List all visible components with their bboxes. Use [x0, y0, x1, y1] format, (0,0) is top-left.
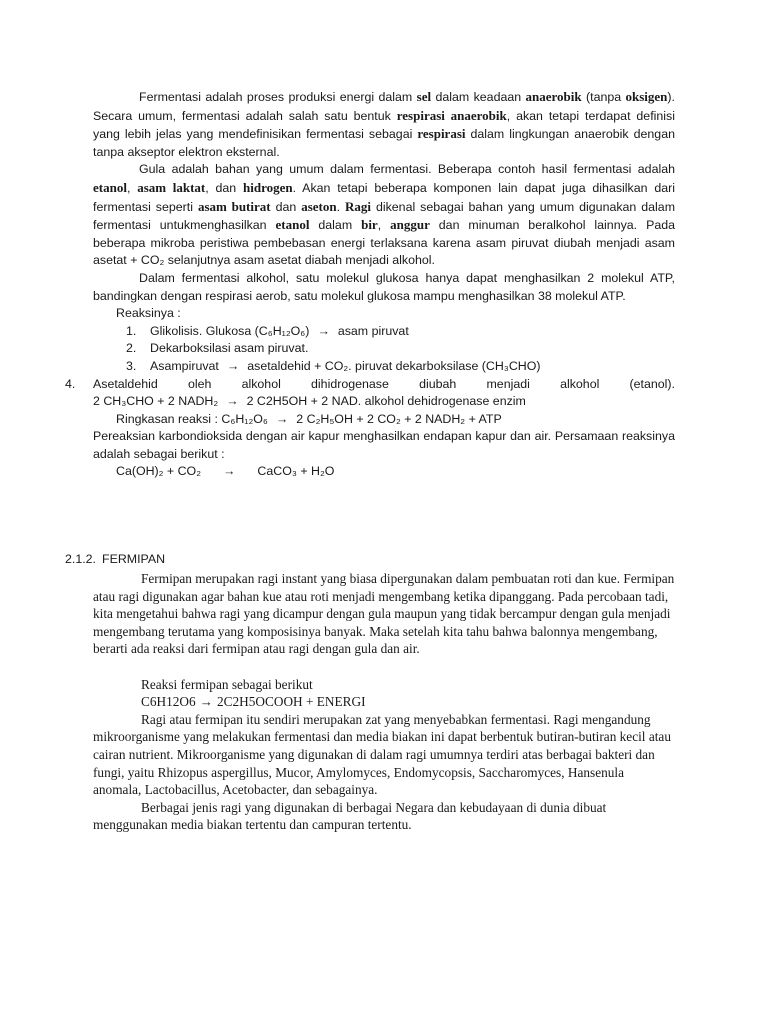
term-etanol: etanol — [93, 179, 127, 195]
step-text: Glikolisis. Glukosa (C₆H₁₂O₆) — [150, 323, 310, 338]
paragraph-jenis-ragi: Berbagai jenis ragi yang digunakan di berbagai Negara dan kebudayaan di dunia dibuat menggunakan media biakan tertentu dan campuran tertentu. — [93, 799, 607, 833]
text-run: , — [377, 218, 391, 233]
step-number: 3. — [126, 358, 137, 373]
text-run: Fermentasi adalah proses produksi energi dalam — [139, 90, 417, 104]
equation-left: 2 CH₃CHO + 2 NADH₂ — [93, 394, 219, 409]
reaksi-label: Reaksinya : — [116, 306, 181, 321]
term-hidrogen: hidrogen — [243, 179, 293, 195]
equation-right: CaCO₃ + H₂O — [257, 464, 335, 479]
equation-right: 2 C2H5OH + 2 NAD. alkohol dehidrogenase enzim — [246, 394, 526, 409]
term-etanol-2: etanol — [275, 217, 310, 233]
reaction-step — [93, 340, 675, 358]
step-result: asam piruvat — [337, 323, 409, 338]
step4-text: Asetaldehid oleh alkohol dihidrogenase diubah menjadi alkohol (etanol). — [93, 376, 675, 391]
term-oksigen: oksigen — [625, 89, 668, 104]
paragraph-definisi-fermentasi — [93, 88, 675, 161]
text-run: dalam lingkungan anaerobik dengan tanpa akseptor elektron eksternal. — [93, 127, 675, 159]
term-ragi: Ragi — [345, 198, 371, 214]
reaction-step — [93, 323, 675, 341]
section-fermentasi — [65, 88, 676, 481]
paragraph-ragi: Ragi atau fermipan itu sendiri merupakan zat yang menyebabkan fermentasi. Ragi mengandung mikroorganisme yang melakukan fermentasi dan media biakan ini dapat berbentuk butiran-butiran kecil atau cairan nutrient. Mikroorganisme yang digunakan di dalam ragi umumnya terdiri atas berbagai bakteri dan fungi, yaitu Rhizopus aspergillus, Mucor, Amylomyces, Endomycopsis, Saccharomyces, Hansenula anomala, Lactobacillus, Acetobacter, dan sebagainya. — [93, 711, 671, 798]
reaction-step — [93, 358, 675, 376]
paragraph-fermipan: Fermipan merupakan ragi instant yang biasa dipergunakan dalam pembuatan roti dan kue. Fermipan atau ragi digunakan agar bahan kue atau roti menjadi mengembang ketika dipanggang. Pada percobaan tadi, kita mengetahui bahwa ragi yang dicampur dengan gula maupun yang tidak bercampur dengan gula menjadi mengembang terutama yang komposisinya banyak. Maka setelah kita tahu bahwa balonnya mengembang, berarti ada reaksi dari fermipan atau ragi dengan gula dan air. — [93, 571, 675, 657]
term-anggur: anggur — [390, 217, 430, 233]
paragraph-pereaksian: Pereaksian karbondioksida dengan air kapur menghasilkan endapan kapur dan air. Persamaan reaksinya adalah sebagai berikut : — [93, 429, 675, 461]
fermipan-equation — [93, 693, 675, 711]
section-heading — [65, 552, 165, 566]
blank-line — [93, 658, 675, 676]
text-run: dikenal sebagai bahan yang umum digunakan dalam fermentasi untukmenghasilkan — [93, 199, 676, 233]
text-run: dan minuman beralkohol lainnya. Pada beberapa mikroba peristiwa pembebasan energi terlaksana karena asam piruvat diubah menjadi asam asetat + CO₂ selanjutnya asam asetat diabah menjadi alkohol. — [93, 218, 676, 268]
equation-right: 2C2H5OCOOH + ENERGI — [216, 694, 366, 710]
step-text: Asampiruvat — [150, 358, 219, 373]
arrow-right-icon: → — [223, 464, 236, 479]
text-run: (tanpa — [581, 90, 626, 104]
text-run: . Akan tetapi beberapa komponen lain dapat juga dihasilkan dari fermentasi seperti — [93, 180, 675, 214]
section-fermipan — [93, 570, 675, 834]
text-run: Gula adalah bahan yang umum dalam fermentasi. Beberapa contoh hasil fermentasi adalah — [139, 162, 675, 177]
step-number: 2. — [126, 341, 137, 356]
step-result: asetaldehid + CO₂. piruvat dekarboksilase (CH₃CHO) — [247, 358, 541, 373]
text-run: dalam keadaan — [431, 90, 526, 104]
paragraph-gula — [93, 161, 675, 270]
term-asam-laktat: asam laktat — [137, 179, 206, 195]
text-run: dan — [270, 199, 302, 214]
section-number: 2.1.2. — [65, 552, 97, 566]
term-asam-butirat: asam butirat — [197, 198, 271, 214]
arrow-right-icon: → — [226, 358, 240, 373]
term-respirasi-anaerobik: respirasi anaerobik — [396, 107, 507, 123]
paragraph-atp: Dalam fermentasi alkohol, satu molekul glukosa hanya dapat menghasilkan 2 molekul ATP, bandingkan dengan respirasi aerob, satu molekul glukosa mampu menghasilkan 38 molekul ATP. — [93, 270, 675, 303]
fermipan-reaksi-label: Reaksi fermipan sebagai berikut — [141, 676, 313, 692]
arrow-right-icon: → — [226, 394, 239, 409]
text-run: , akan tetapi terdapat definisi yang lebih jelas yang mendefinisikan fermentasi sebagai — [93, 108, 675, 142]
reaction-step-4 — [65, 376, 675, 411]
text-run: , dan — [205, 180, 243, 195]
term-anaerobik: anaerobik — [525, 89, 582, 104]
reaction-steps — [93, 323, 675, 376]
kapur-equation — [93, 463, 675, 481]
step-text: Dekarboksilasi asam piruvat. — [150, 341, 309, 356]
text-run: dalam — [309, 218, 362, 233]
term-sel: sel — [416, 89, 432, 104]
step-number: 4. — [65, 376, 76, 391]
term-bir: bir — [361, 217, 378, 233]
step4-equation — [93, 393, 675, 411]
ringkasan-reaksi — [93, 411, 675, 429]
step-number: 1. — [126, 323, 137, 338]
text-run: , — [126, 180, 138, 195]
text-run: . — [336, 199, 345, 214]
term-aseton: aseton — [301, 198, 337, 214]
equation-left: Ringkasan reaksi : C₆H₁₂O₆ — [116, 411, 268, 426]
equation-left: C6H12O6 — [141, 694, 196, 710]
equation-right: 2 C₂H₅OH + 2 CO₂ + 2 NADH₂ + ATP — [296, 411, 502, 426]
equation-left: Ca(OH)₂ + CO₂ — [116, 464, 202, 479]
section-title: FERMIPAN — [102, 552, 166, 566]
text-run: ). Secara umum, fermentasi adalah salah satu bentuk — [93, 90, 675, 123]
term-respirasi: respirasi — [417, 126, 466, 142]
arrow-right-icon: → — [199, 694, 213, 710]
arrow-right-icon: → — [317, 323, 330, 338]
arrow-right-icon: → — [275, 411, 289, 426]
